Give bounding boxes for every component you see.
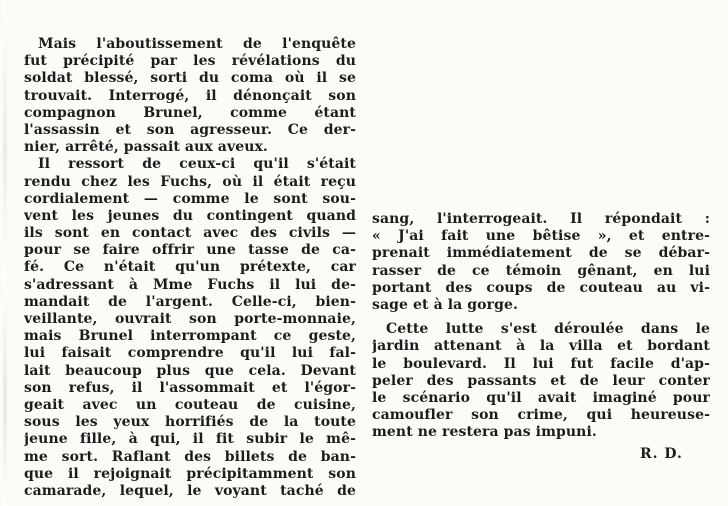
article-column-left: [24, 36, 356, 500]
text-line: ils sont en contact avec des civils —: [24, 225, 356, 242]
text-line: le boulevard. Il lui fut facile d'ap-: [372, 355, 710, 372]
text-line: geait avec un couteau de cuisine,: [24, 396, 356, 413]
text-line: Mais l'aboutissement de l'enquête: [38, 36, 356, 52]
text-line: sang, l'interrogeait. Il répondait :: [372, 211, 710, 227]
text-line: soldat blessé, sorti du coma où il se: [24, 70, 356, 87]
text-line: jeune fille, à qui, il fit subir le mê-: [24, 431, 356, 448]
text-line: que il rejoignait précipitamment son: [24, 465, 356, 482]
text-line: lui faisait comprendre qu'il lui fal-: [24, 345, 356, 362]
text-line: fé. Ce n'était qu'un prétexte, car: [24, 259, 356, 276]
text-line: fut précipité par les révélations du: [24, 53, 356, 70]
text-line: me sort. Raflant des billets de ban-: [24, 448, 356, 465]
text-line: mandait de l'argent. Celle-ci, bien-: [24, 293, 356, 310]
text-line: sous les yeux horrifiés de la toute: [24, 414, 356, 431]
text-line: sage et à la gorge.: [372, 296, 518, 313]
text-line: cordialement — comme le sont sou-: [24, 190, 356, 207]
text-line: rendu chez les Fuchs, où il était reçu: [24, 173, 356, 190]
text-line: le scénario qu'il avait imaginé pour: [372, 389, 710, 406]
text-line: trouvait. Interrogé, il dénonçait son: [24, 87, 356, 104]
text-line: compagnon Brunel, comme étant: [24, 104, 356, 121]
text-line: portant des coups de couteau au vi-: [372, 279, 710, 296]
text-line: mais Brunel interrompant ce geste,: [24, 328, 356, 345]
paragraph-gap: [372, 314, 710, 321]
text-line: « J'ai fait une bêtise », et entre-: [372, 228, 710, 245]
text-line: camarade, lequel, le voyant taché de: [24, 482, 356, 499]
text-line: pour se faire offrir une tasse de ca-: [24, 242, 356, 259]
text-line: vent les jeunes du contingent quand: [24, 207, 356, 224]
text-line: Il ressort de ceux-ci qu'il s'était: [38, 156, 356, 173]
text-line: Cette lutte s'est déroulée dans le: [386, 321, 710, 338]
text-line: l'assassin et son agresseur. Ce der-: [24, 121, 356, 138]
text-line: ment ne restera pas impuni.: [372, 424, 597, 441]
text-line: lait beaucoup plus que cela. Devant: [24, 362, 356, 379]
text-line: nier, arrêté, passait aux aveux.: [24, 139, 268, 156]
text-line: son refus, il l'assommait et l'égor-: [24, 379, 356, 396]
article-column-right: [372, 211, 710, 441]
text-line: s'adressant à Mme Fuchs il lui de-: [24, 276, 356, 293]
text-line: camoufler son crime, qui heureuse-: [372, 407, 710, 424]
text-line: veillante, ouvrait son porte-monnaie,: [24, 311, 356, 327]
text-line: jardin attenant à la villa et bordant: [372, 338, 710, 355]
text-line: rasser de ce témoin gênant, en lui: [372, 262, 710, 279]
text-line: peler des passants et de leur conter: [372, 372, 710, 389]
scan-edge: [3, 0, 7, 506]
author-signature: R. D.: [640, 446, 683, 462]
text-line: prenait immédiatement de se débar-: [372, 245, 710, 262]
